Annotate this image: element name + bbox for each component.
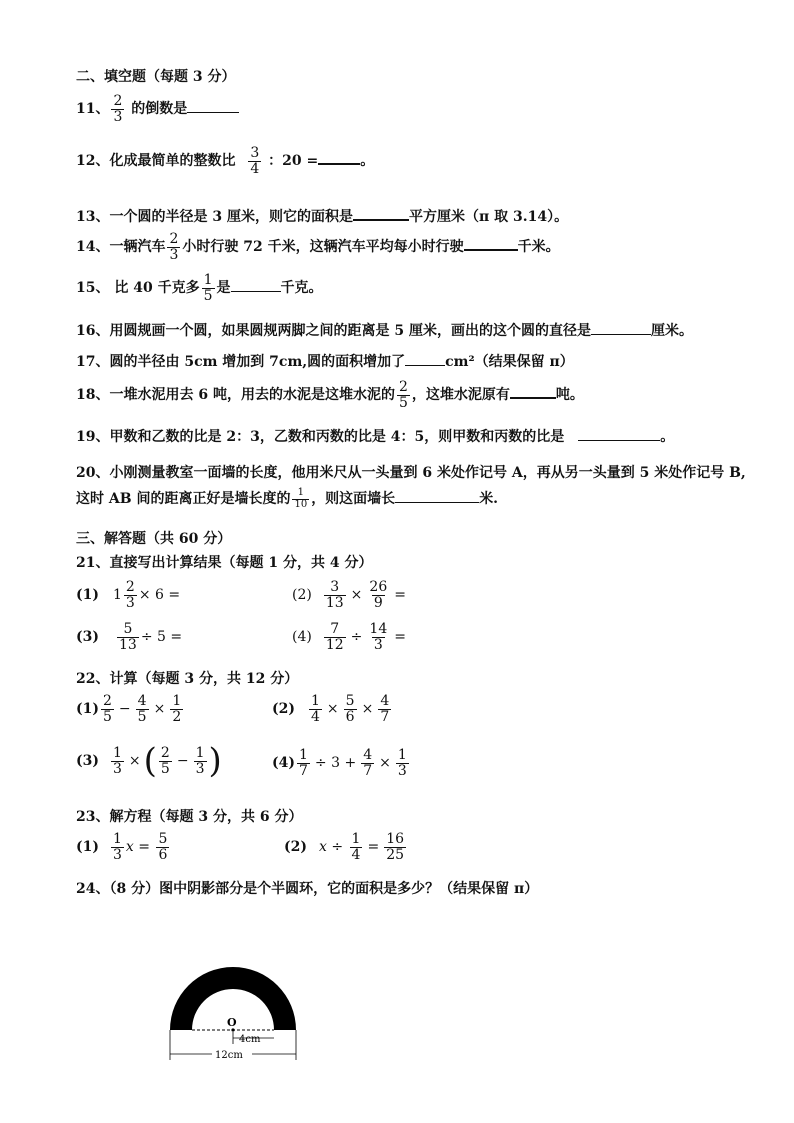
question-text: 13、一个圆的半径是 3 厘米，则它的面积是 [76, 209, 353, 225]
question-text: 这时 AB 间的距离正好是墙长度的 [76, 491, 291, 507]
q21-part-1: (1) 1 $\frac{2}{3}$ × 6 = [76, 579, 181, 611]
half-ring-figure [160, 960, 310, 1070]
question-12 [76, 146, 374, 176]
fraction: $\frac{2}{3}$ [113, 93, 123, 125]
dim-12cm-label: 12cm [215, 1050, 243, 1061]
question-text-2: 。 [660, 429, 675, 445]
answer-blank[interactable] [231, 277, 281, 292]
question-22-title: 22、计算（每题 3 分，共 12 分） [76, 671, 299, 687]
q22-part-2: (2) $\frac{1}{4}$ × $\frac{5}{6}$ × $\frac{4}{7}$ [272, 693, 390, 725]
question-23-title: 23、解方程（每题 3 分，共 6 分） [76, 809, 303, 825]
question-11 [76, 94, 239, 124]
question-number: 11、 [76, 101, 110, 118]
question-24-title: 24、（8 分）图中阴影部分是个半圆环，它的面积是多少？（结果保留 π） [76, 881, 539, 897]
question-14 [76, 232, 560, 262]
q23-part-1: (1) $\frac{1}{3}$ x = $\frac{5}{6}$ [76, 831, 168, 863]
answer-blank[interactable] [578, 426, 660, 441]
center-label: O [227, 1016, 237, 1029]
fraction: $\frac{3}{4}$ [250, 145, 260, 177]
fraction: $\frac{2}{5}$ [398, 379, 408, 411]
answer-blank[interactable] [591, 320, 651, 335]
question-text-2: 是 [216, 280, 231, 297]
answer-blank[interactable] [318, 149, 360, 165]
punctuation: 。 [360, 153, 375, 170]
question-text-3: 吨。 [555, 387, 584, 404]
q21-part-4: (4) $\frac{7}{12}$ ÷ $\frac{14}{3}$ = [292, 621, 406, 653]
q22-part-4: (4) $\frac{1}{7}$ ÷ 3 + $\frac{4}{7}$ × $\frac{1}{3}$ [272, 747, 407, 779]
question-text: 15、 比 40 千克多 [76, 280, 200, 297]
q21-part-2: (2) $\frac{3}{13}$ × $\frac{26}{9}$ = [292, 579, 406, 611]
question-text-2: 厘米。 [650, 323, 693, 339]
fraction: $\frac{1}{10}$ [294, 487, 308, 510]
ratio-text: ：20 = [268, 153, 319, 170]
question-13 [76, 205, 568, 226]
question-19 [76, 426, 674, 446]
question-text: 16、用圆规画一个圆，如果圆规两脚之间的距离是 5 厘米，画出的这个圆的直径是 [76, 323, 591, 339]
question-text-2: ，这堆水泥原有 [411, 387, 510, 404]
question-text-3: 米. [479, 491, 499, 507]
question-text: 18、一堆水泥用去 6 吨，用去的水泥是这堆水泥的 [76, 387, 395, 404]
q22-part-1: (1) $\frac{2}{5}$ − $\frac{4}{5}$ × $\frac{1}{2}$ [76, 693, 182, 725]
answer-blank[interactable] [510, 383, 556, 399]
dim-4cm-label: 4cm [239, 1034, 261, 1045]
answer-blank[interactable] [395, 488, 479, 503]
question-20-line-2 [76, 488, 498, 510]
section-title-fill-blank: 二、填空题（每题 3 分） [76, 69, 236, 85]
question-text-2: 小时行驶 72 千米，这辆汽车平均每小时行驶 [182, 239, 464, 256]
answer-blank[interactable] [353, 205, 409, 221]
question-text-2: 平方厘米（π 取 3.14）。 [408, 209, 569, 225]
question-18 [76, 380, 584, 410]
answer-blank[interactable] [187, 98, 239, 113]
question-21-title: 21、直接写出计算结果（每题 1 分，共 4 分） [76, 555, 373, 571]
question-text: 的倒数是 [131, 101, 188, 118]
question-text: 化成最简单的整数比 [109, 153, 236, 170]
q22-part-3: (3) $\frac{1}{3}$ ×( $\frac{2}{5}$ − $\frac{1}{3}$ ) [76, 741, 222, 781]
q21-part-3: (3) $\frac{5}{13}$ ÷ 5 = [76, 621, 183, 653]
question-text: 17、圆的半径由 5cm 增加到 7cm,圆的面积增加了 [76, 354, 406, 370]
question-text: 14、一辆汽车 [76, 239, 166, 256]
question-17 [76, 351, 574, 371]
question-text-3: 千克。 [280, 280, 323, 297]
answer-blank[interactable] [464, 235, 518, 251]
question-text-3: 千米。 [517, 239, 560, 256]
section-title-answers: 三、解答题（共 60 分） [76, 531, 232, 547]
question-16 [76, 320, 693, 340]
question-15 [76, 273, 323, 303]
fraction: $\frac{2}{3}$ [169, 231, 179, 263]
question-text-2: cm²（结果保留 π） [445, 354, 574, 370]
question-20-line-1: 20、小刚测量教室一面墙的长度，他用米尺从一头量到 6 米处作记号 A，再从另一头量到 5 米处作记号 B, [76, 465, 746, 481]
question-text: 19、甲数和乙数的比是 2：3，乙数和丙数的比是 4：5，则甲数和丙数的比是 [76, 429, 565, 445]
question-number: 12、 [76, 153, 110, 170]
fraction: $\frac{1}{5}$ [203, 272, 213, 304]
answer-blank[interactable] [405, 351, 445, 366]
question-text-2: ，则这面墙长 [311, 491, 396, 507]
q23-part-2: (2) x ÷ $\frac{1}{4}$ = $\frac{16}{25}$ [284, 831, 405, 863]
